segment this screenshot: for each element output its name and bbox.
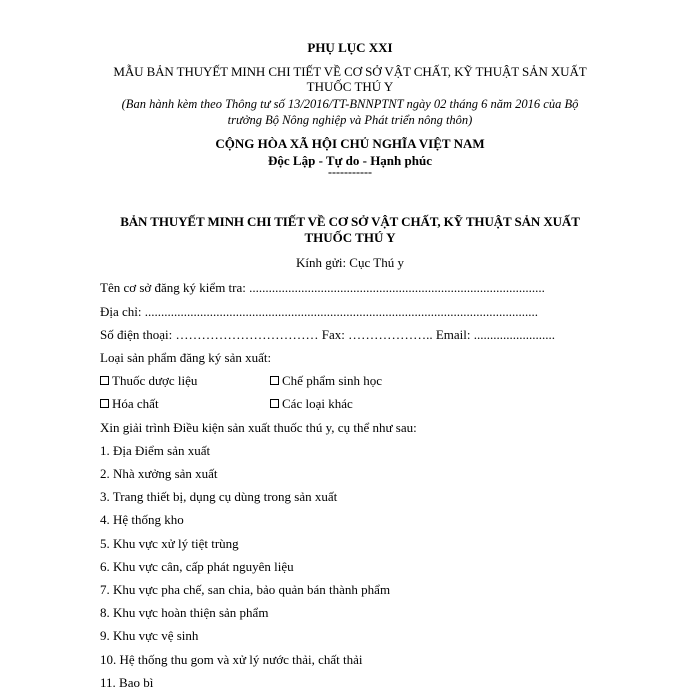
- option-chemical[interactable]: [100, 396, 159, 412]
- recipient-line: Kính gửi: Cục Thú y: [296, 255, 404, 270]
- list-item: 2. Nhà xưởng sản xuất: [100, 466, 218, 481]
- document-title-line-1: BẢN THUYẾT MINH CHI TIẾT VỀ CƠ SỞ VẬT CHẤT, KỸ THUẬT SẢN XUẤT: [120, 214, 580, 229]
- facility-name-field: Tên cơ sở đăng ký kiểm tra: ...........................................................................................: [100, 280, 545, 295]
- list-item: 7. Khu vực pha chế, san chia, bảo quản bán thành phẩm: [100, 582, 391, 597]
- option-label: Các loại khác: [282, 396, 353, 411]
- option-label: Hóa chất: [112, 396, 159, 411]
- form-title-line-1: MẪU BẢN THUYẾT MINH CHI TIẾT VỀ CƠ SỞ VẬT CHẤT, KỸ THUẬT SẢN XUẤT: [113, 64, 587, 79]
- issued-note-line-2: trưởng Bộ Nông nghiệp và Phát triển nông thôn): [227, 113, 473, 127]
- list-item: 9. Khu vực vệ sinh: [100, 628, 199, 643]
- header-separator: -----------: [328, 165, 372, 179]
- appendix-title: PHỤ LỤC XXI: [307, 40, 393, 55]
- list-item: 3. Trang thiết bị, dụng cụ dùng trong sản xuất: [100, 489, 338, 504]
- form-title-line-2: THUỐC THÚ Y: [306, 79, 394, 94]
- list-item: 5. Khu vực xử lý tiệt trùng: [100, 536, 239, 551]
- option-label: Thuốc dược liệu: [112, 373, 198, 388]
- list-item: 8. Khu vực hoàn thiện sản phẩm: [100, 605, 269, 620]
- issued-note-line-1: (Ban hành kèm theo Thông tư số 13/2016/TT-BNNPTNT ngày 02 tháng 6 năm 2016 của Bộ: [121, 97, 579, 111]
- country-name: CỘNG HÒA XÃ HỘI CHỦ NGHĨA VIỆT NAM: [215, 136, 485, 151]
- option-biological[interactable]: [270, 373, 382, 389]
- option-herbal[interactable]: [100, 373, 197, 389]
- list-item: 6. Khu vực cân, cấp phát nguyên liệu: [100, 559, 294, 574]
- option-label: Chế phẩm sinh học: [282, 373, 383, 388]
- document-title-line-2: THUỐC THÚ Y: [304, 230, 396, 245]
- product-type-label: Loại sản phẩm đăng ký sản xuất:: [100, 350, 272, 365]
- phone-fax-email-field: Số điện thoại: …………………………… Fax: ……………….. Email: .........................: [100, 327, 555, 342]
- option-other[interactable]: [270, 396, 353, 412]
- national-motto: Độc Lập - Tự do - Hạnh phúc: [268, 153, 432, 168]
- list-item: 10. Hệ thống thu gom và xử lý nước thải, chất thải: [100, 652, 363, 667]
- checkbox-icon[interactable]: [100, 399, 109, 408]
- address-field: Địa chỉ: .........................................................................................................................: [100, 304, 539, 319]
- explanation-intro: Xin giải trình Điều kiện sản xuất thuốc thú y, cụ thể như sau:: [100, 420, 417, 435]
- list-item: 4. Hệ thống kho: [100, 512, 184, 527]
- list-item: 11. Bao bì: [100, 675, 154, 690]
- list-item: 1. Địa Điểm sản xuất: [100, 443, 211, 458]
- checkbox-icon[interactable]: [270, 376, 279, 385]
- checkbox-icon[interactable]: [100, 376, 109, 385]
- checkbox-icon[interactable]: [270, 399, 279, 408]
